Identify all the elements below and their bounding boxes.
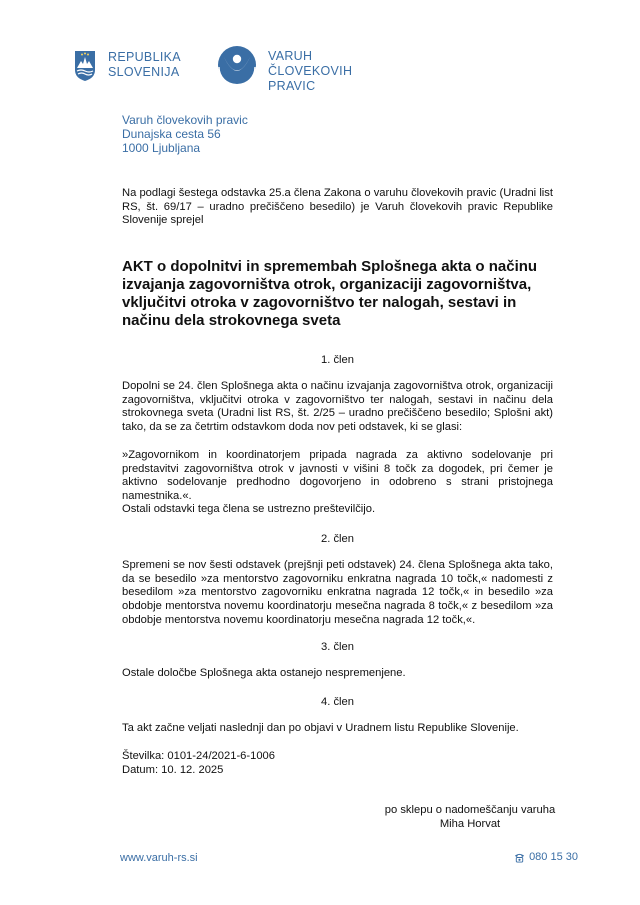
footer-phone — [514, 851, 578, 863]
article-2-heading: 2. člen — [321, 533, 354, 545]
signature-line-1: po sklepu o nadomeščanju varuha — [384, 804, 556, 816]
article-1-heading: 1. člen — [321, 354, 354, 366]
varuh-logo-line1: VARUH — [268, 49, 313, 63]
article-4-paragraph-1: Ta akt začne veljati naslednji dan po objavi v Uradnem listu Republike Slovenije. — [122, 722, 519, 734]
footer-website[interactable]: www.varuh-rs.si — [120, 852, 198, 864]
slovenia-crest-icon — [74, 50, 96, 82]
signature-name: Miha Horvat — [439, 818, 501, 830]
footer-phone-number: 080 15 30 — [529, 851, 578, 863]
republika-slovenija-logo — [74, 50, 181, 82]
article-3-heading: 3. člen — [321, 641, 354, 653]
varuh-logo-line2: ČLOVEKOVIH — [268, 64, 353, 78]
sender-city: 1000 Ljubljana — [122, 141, 201, 155]
article-3-paragraph-1: Ostale določbe Splošnega akta ostanejo nespremenjene. — [122, 667, 406, 679]
varuh-emblem-icon — [216, 44, 258, 86]
article-4-heading: 4. člen — [321, 696, 354, 708]
sender-street: Dunajska cesta 56 — [122, 127, 221, 141]
preamble: Na podlagi šestega odstavka 25.a člena Zakona o varuhu človekovih pravic (Uradni list RS, št. 69/17 – uradno prečiščeno besedilo) je Varuh človekovih pravic Republike Slovenije sprejel — [122, 187, 553, 227]
document-date: Datum: 10. 12. 2025 — [122, 764, 224, 776]
rs-logo-line2: SLOVENIJA — [108, 65, 180, 79]
varuh-logo-line3: PRAVIC — [268, 79, 316, 93]
rs-logo-line1: REPUBLIKA — [108, 50, 181, 64]
sender-address — [122, 113, 248, 155]
document-number: Številka: 0101-24/2021-6-1006 — [122, 750, 276, 762]
sender-name: Varuh človekovih pravic — [122, 113, 248, 127]
article-1-paragraph-3: Ostali odstavki tega člena se ustrezno preštevilčijo. — [122, 503, 376, 515]
document-title: AKT o dopolnitvi in spremembah Splošnega akta o načinu izvajanja zagovorništva otrok, organizaciji zagovorništva, vključitvi otroka v zagovorništvo ter nalogah, sestavi in načinu dela strokovnega sveta — [122, 258, 538, 329]
article-2-paragraph-1: Spremeni se nov šesti odstavek (prejšnji peti odstavek) 24. člena Splošnega akta tako, da se besedilo »za mentorstvo zagovorniku enkratna nagrada 10 točk,« nadomesti z besedilom »za mentorstvo zagovorniku enkratna nagrada 12 točk,« in besedilo »za obdobje mentorstva novemu koordinatorju mesečna nagrada 8 točk,« z besedilom »za obdobje mentorstva novemu koordinatorju mesečna nagrada 12 točk,«. — [122, 559, 553, 626]
varuh-logo — [216, 44, 352, 94]
article-1-paragraph-2: »Zagovornikom in koordinatorjem pripada nagrada za aktivno sodelovanje pri predstavitvi zagovorništva otrok v javnosti v višini 8 točk za dogodek, pri čemer je aktivno sodelovanje predhodno dogovorjeno in odobreno s strani pristojnega namestnika.«. — [122, 449, 553, 503]
article-1-paragraph-1: Dopolni se 24. člen Splošnega akta o načinu izvajanja zagovorništva otrok, organizaciji zagovorništva, vključitvi otroka v zagovorništvo ter nalogah, sestavi in načinu dela strokovnega sveta (Uradni list RS, št. 2/25 – uradno prečiščeno besedilo; Splošni akt) tako, da se za četrtim odstavkom doda nov peti odstavek, ki se glasi: — [122, 380, 553, 434]
phone-icon — [514, 852, 525, 863]
